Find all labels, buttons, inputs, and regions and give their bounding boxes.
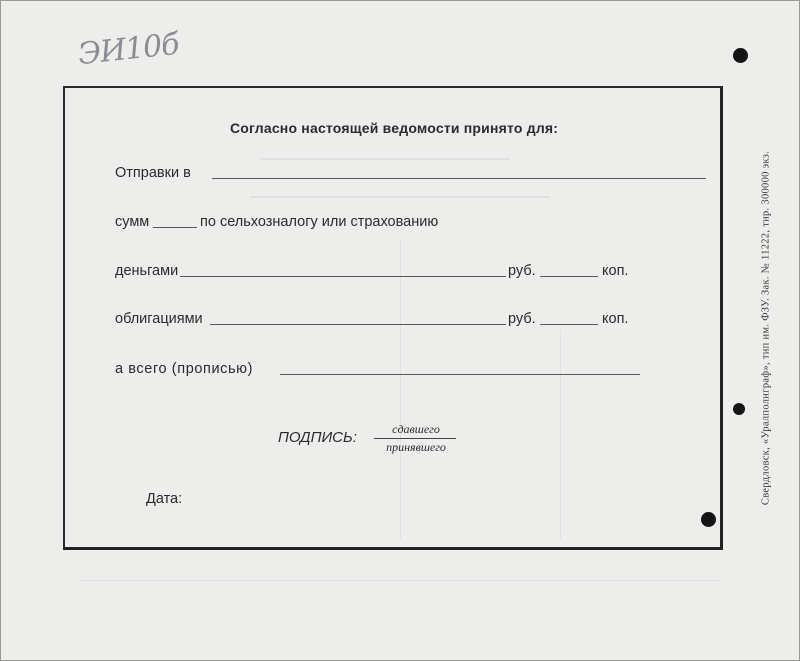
dengami-fill-line [180, 276, 506, 277]
form-title: Согласно настоящей ведомости принято для: [230, 120, 559, 136]
kop-label: коп. [602, 263, 629, 279]
signature-receiver: принявшего [386, 440, 446, 454]
printer-imprint: Свердловск, «Уралполиграф», тип им. ФЗУ. Зак. № 11222, тир. 300000 экз. [760, 150, 772, 506]
vsego-fill-line [280, 374, 640, 375]
summ-purpose-label: по сельхозналогу или страхованию [200, 214, 439, 230]
signature-label: ПОДПИСЬ: [278, 429, 357, 446]
kop-label: коп. [602, 311, 629, 327]
obligatsiyami-rub-fill [540, 324, 598, 325]
dengami-rub-fill [540, 276, 598, 277]
obligatsiyami-label: облигациями [115, 311, 203, 327]
punch-hole-icon [733, 48, 748, 63]
otpravki-fill-line [212, 178, 706, 179]
bleed-through-line [80, 580, 720, 581]
signature-fraction-bar [374, 438, 456, 439]
punch-hole-icon [733, 403, 745, 415]
summ-fill-line [153, 227, 197, 228]
signature-giver: сдавшего [392, 422, 440, 436]
date-label: Дата: [146, 491, 183, 507]
rub-label: руб. [508, 263, 536, 279]
dengami-label: деньгами [115, 263, 179, 279]
otpravki-label: Отправки в [115, 165, 191, 181]
summ-label: сумм [115, 214, 150, 230]
pencil-annotation: ЭИ10б [76, 26, 181, 73]
obligatsiyami-fill-line [210, 324, 506, 325]
vsego-label: а всего (прописью) [115, 361, 254, 377]
rub-label: руб. [508, 311, 536, 327]
